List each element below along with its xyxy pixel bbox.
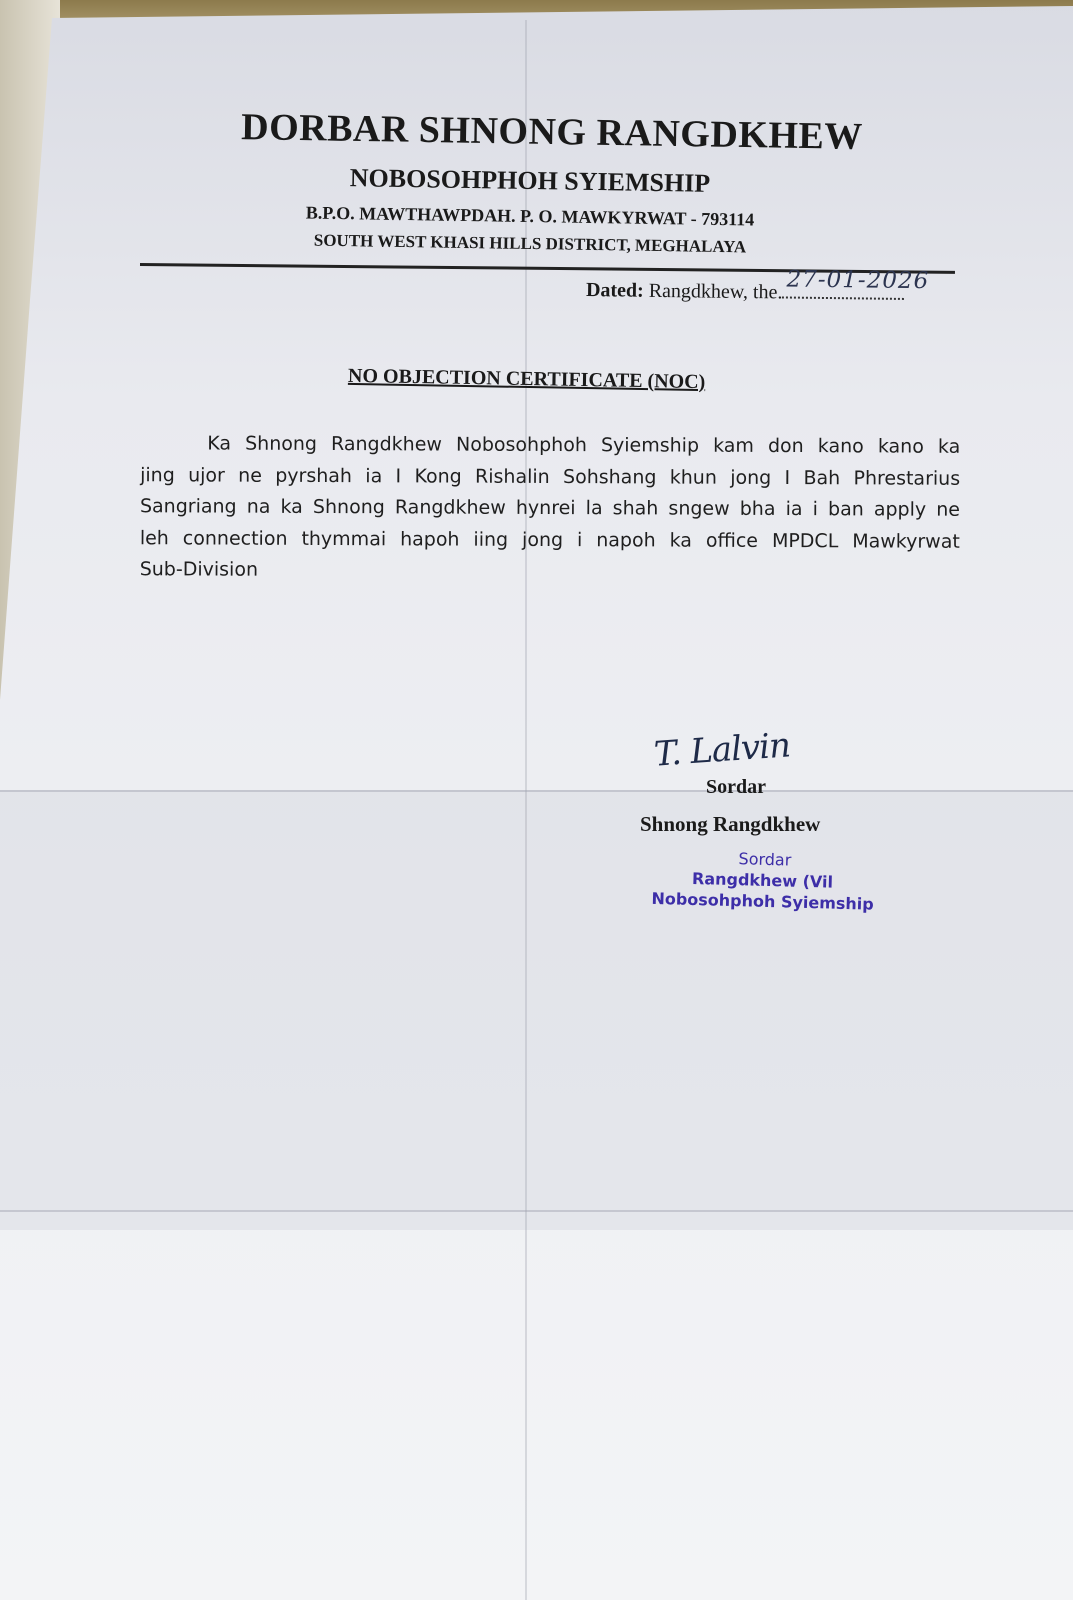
stamp-line: Nobosohphoh Syiemship	[651, 888, 875, 914]
official-stamp	[649, 847, 891, 914]
address-line-1: B.P.O. MAWTHAWPDAH. P. O. MAWKYRWAT - 793114	[305, 202, 755, 230]
body-line: Ka Shnong Rangdkhew Nobosohphoh Syiemship kam don kano kano ka	[207, 432, 961, 458]
org-name: DORBAR SHNONG RANGDKHEW	[240, 106, 864, 158]
fold-line	[525, 20, 527, 1600]
date-label: Dated:	[585, 279, 644, 302]
address-line-2: SOUTH WEST KHASI HILLS DISTRICT, MEGHALAYA	[313, 230, 747, 257]
body-line: jing ujor ne pyrshah ia I Kong Rishalin Sohshang khun jong I Bah Phrestarius	[140, 463, 961, 490]
fold-line	[0, 1210, 1073, 1212]
stamp-line: Sordar	[738, 849, 792, 870]
stamp-line: Rangdkhew (Vil	[691, 868, 834, 892]
fold-line	[0, 790, 1073, 792]
document-title: NO OBJECTION CERTIFICATE (NOC)	[347, 364, 706, 394]
signatory-title: Sordar	[706, 776, 766, 798]
date-line	[585, 266, 930, 306]
date-value: 27-01-2026	[786, 266, 930, 295]
body-line: Sangriang na ka Shnong Rangdkhew hynrei la shah sngew bha ia i ban apply ne	[139, 495, 961, 521]
sub-name: NOBOSOHPHOH SYIEMSHIP	[349, 163, 711, 198]
fold-shadow	[0, 790, 1073, 1230]
certificate-body	[140, 428, 961, 589]
date-place: Rangdkhew, the.	[648, 279, 783, 304]
body-line: leh connection thymmai hapoh iing jong i napoh ka office MPDCL Mawkyrwat	[139, 526, 960, 553]
date-field	[782, 266, 930, 299]
handwritten-signature: T. Lalvin	[652, 725, 792, 775]
body-line: Sub-Division	[139, 558, 259, 581]
signatory-org: Shnong Rangdkhew	[640, 812, 821, 836]
